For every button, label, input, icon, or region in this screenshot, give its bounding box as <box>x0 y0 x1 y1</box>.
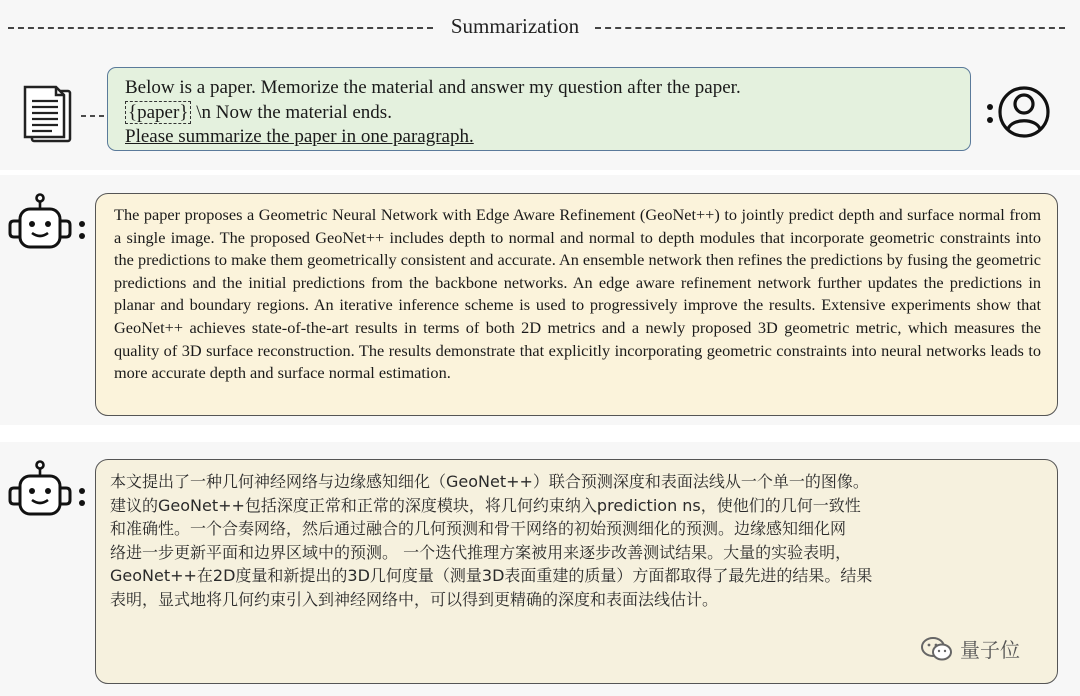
document-icon <box>22 84 76 146</box>
section-heading: Summarization <box>438 14 592 39</box>
chinese-summary-line: 络进一步更新平面和边界区域中的预测。 一个迭代推理方案被用来逐步改善测试结果。大量的实验表明， <box>110 542 852 562</box>
watermark <box>920 634 1020 663</box>
prompt-line-2-rest: \n Now the material ends. <box>196 101 392 123</box>
heading-dashed-rule-left <box>8 27 433 29</box>
english-summary-text: The paper proposes a Geometric Neural Network with Edge Aware Refinement (GeoNet++) to jointly predict depth and surface normal from a single image. The proposed GeoNet++ includes depth to normal and normal to depth modules that incorporate geometric constraints into the predictions to make them geometrically consistent and accurate. An ensemble network then refines the predictions by fusing the geometric predictions and the initial predictions from the backbone networks. An edge aware refinement network further updates the predictions in planar and boundary regions. An iterative inference scheme is used to progressively improve the results. Extensive experiments show that GeoNet++ achieves state-of-the-art results in terms of both 2D metrics and a newly proposed 3D geometric metric, which measures the quality of 3D surface reconstruction. The results demonstrate that explicitly incorporating geometric constraints into neural networks leads to more accurate depth and surface normal estimation. <box>114 205 1041 383</box>
wechat-icon <box>920 636 954 662</box>
watermark-text: 量子位 <box>960 638 1020 662</box>
chinese-summary-line: 表明，显式地将几何约束引入到神经网络中，可以得到更精确的深度和表面法线估计。 <box>110 589 719 609</box>
chinese-summary-line: GeoNet++在2D度量和新提出的3D几何度量（测量3D表面重建的质量）方面都取得了最先进的结果。结果 <box>110 566 873 585</box>
english-summary-box <box>95 193 1058 416</box>
prompt-line-3: Please summarize the paper in one paragraph. <box>125 126 474 147</box>
chinese-summary-box <box>95 459 1058 684</box>
prompt-box <box>107 67 971 151</box>
robot-icon <box>4 193 90 259</box>
chinese-summary-line: 和准确性。一个合奏网络，然后通过融合的几何预测和骨干网络的初始预测细化的预测。边缘感知细化网 <box>110 519 847 538</box>
paper-placeholder-token: {paper} <box>125 101 191 124</box>
user-avatar-icon <box>976 82 1056 142</box>
robot-icon <box>4 460 90 526</box>
chinese-summary-line: 建议的GeoNet++包括深度正常和正常的深度模块，将几何约束纳入prediction ns，使他们的几何一致性 <box>110 495 861 515</box>
prompt-line-2 <box>125 101 970 126</box>
heading-dashed-rule-right <box>595 27 1065 29</box>
chinese-summary-line: 本文提出了一种几何神经网络与边缘感知细化（GeoNet++）联合预测深度和表面法线从一个单一的图像。 <box>110 472 869 491</box>
prompt-line-1: Below is a paper. Memorize the material and answer my question after the paper. <box>125 77 741 98</box>
